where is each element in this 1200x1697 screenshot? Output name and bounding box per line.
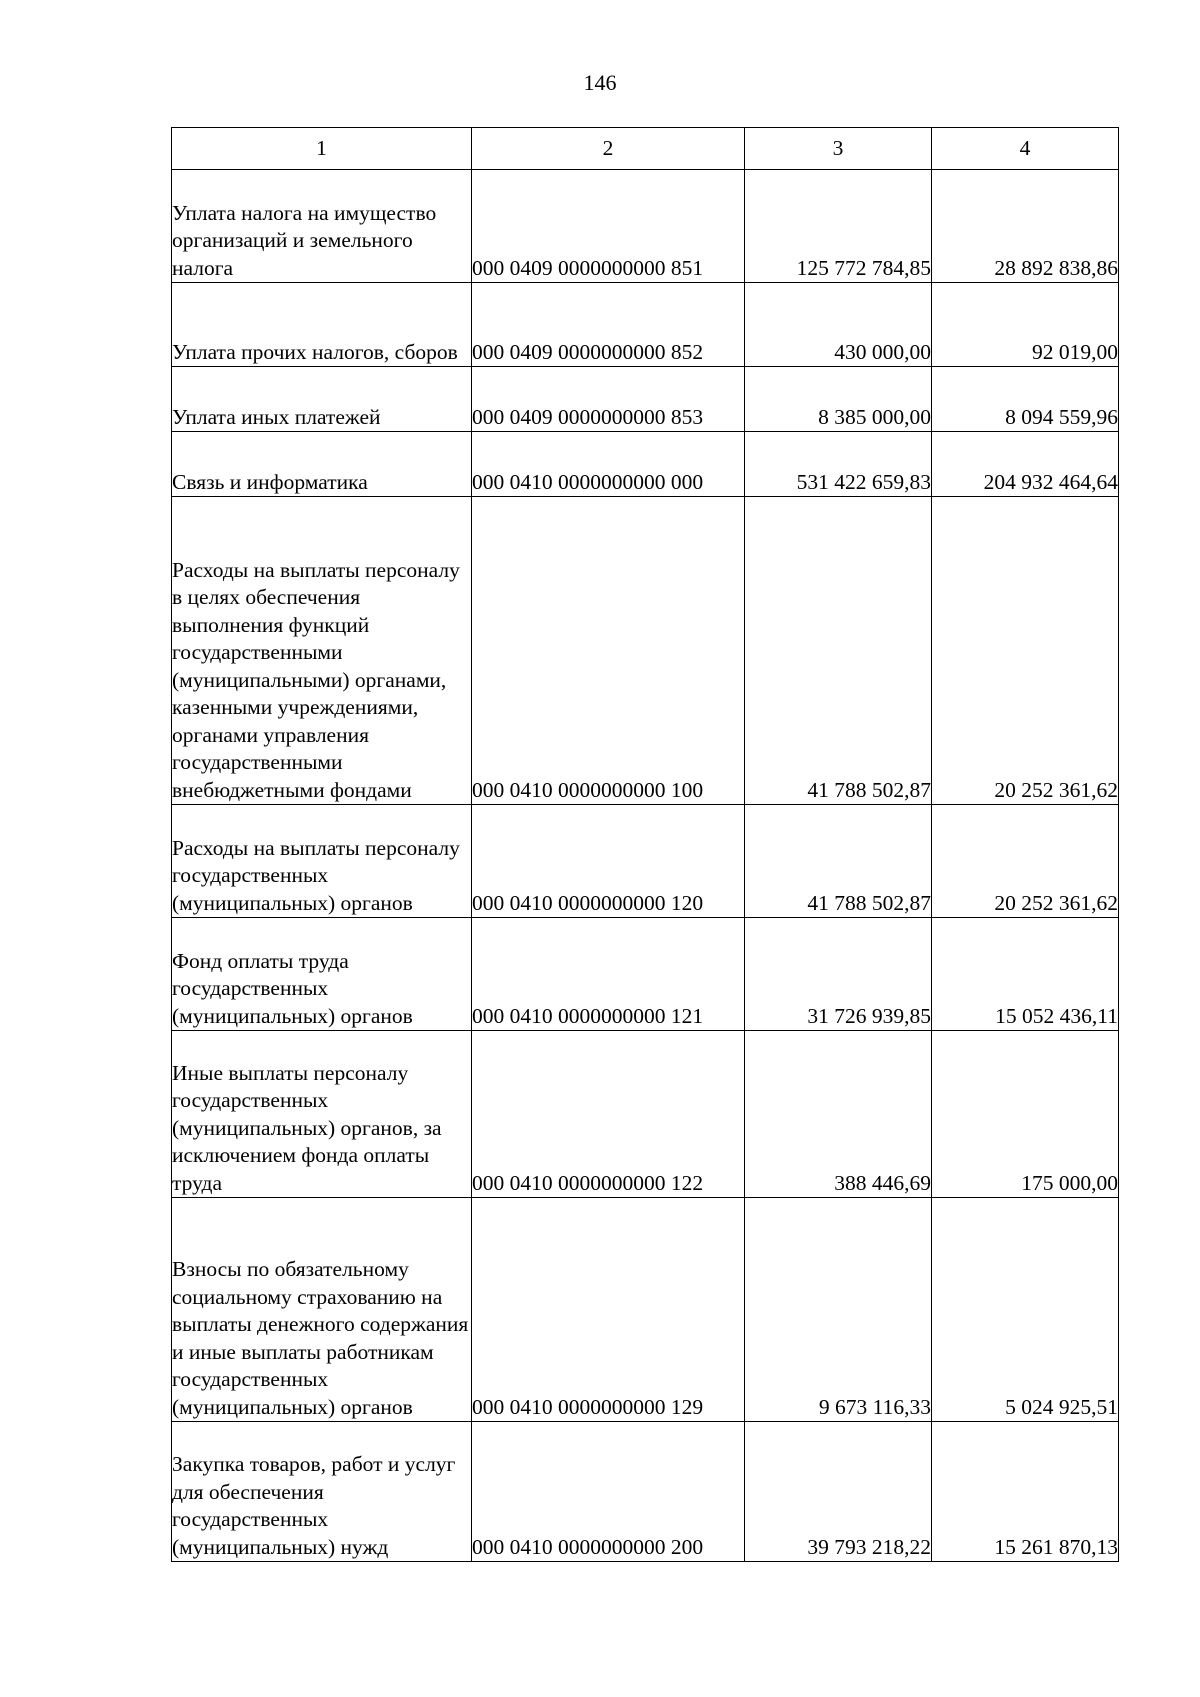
row-value-col4: 5 024 925,51 xyxy=(932,1198,1119,1422)
row-value-col3: 8 385 000,00 xyxy=(745,367,932,432)
row-value-col3: 41 788 502,87 xyxy=(745,805,932,918)
row-name: Закупка товаров, работ и услуг для обеспечения государственных (муниципальных) нужд xyxy=(172,1422,472,1562)
row-value-col4: 20 252 361,62 xyxy=(932,497,1119,805)
table-row xyxy=(172,918,1119,1031)
table-row xyxy=(172,1198,1119,1422)
row-name: Связь и информатика xyxy=(172,432,472,497)
budget-table xyxy=(171,127,1119,1562)
row-value-col4: 8 094 559,96 xyxy=(932,367,1119,432)
column-header: 3 xyxy=(745,128,932,170)
row-value-col4: 92 019,00 xyxy=(932,283,1119,367)
row-name: Уплата налога на имущество организаций и земельного налога xyxy=(172,170,472,283)
row-code: 000 0409 0000000000 853 xyxy=(472,367,745,432)
row-code: 000 0410 0000000000 200 xyxy=(472,1422,745,1562)
row-code: 000 0410 0000000000 121 xyxy=(472,918,745,1031)
row-value-col4: 20 252 361,62 xyxy=(932,805,1119,918)
row-name: Взносы по обязательному социальному страхованию на выплаты денежного содержания и иные выплаты работникам государственных (муниципальных) органов xyxy=(172,1198,472,1422)
row-code: 000 0410 0000000000 129 xyxy=(472,1198,745,1422)
row-value-col4: 15 261 870,13 xyxy=(932,1422,1119,1562)
row-name: Расходы на выплаты персоналу в целях обеспечения выполнения функций государственными (муниципальными) органами, казенными учреждениями, органами управления государственными внебюджетными фондами xyxy=(172,497,472,805)
row-value-col3: 531 422 659,83 xyxy=(745,432,932,497)
row-code: 000 0410 0000000000 120 xyxy=(472,805,745,918)
table-row xyxy=(172,432,1119,497)
row-name: Расходы на выплаты персоналу государственных (муниципальных) органов xyxy=(172,805,472,918)
table-row xyxy=(172,805,1119,918)
page-number: 146 xyxy=(583,70,617,95)
table-row xyxy=(172,283,1119,367)
table-header-row xyxy=(172,128,1119,170)
row-code: 000 0410 0000000000 000 xyxy=(472,432,745,497)
column-header: 4 xyxy=(932,128,1119,170)
row-name: Фонд оплаты труда государственных (муниципальных) органов xyxy=(172,918,472,1031)
row-value-col4: 204 932 464,64 xyxy=(932,432,1119,497)
row-name: Уплата прочих налогов, сборов xyxy=(172,283,472,367)
row-name: Уплата иных платежей xyxy=(172,367,472,432)
table-row xyxy=(172,497,1119,805)
row-value-col3: 31 726 939,85 xyxy=(745,918,932,1031)
row-value-col4: 15 052 436,11 xyxy=(932,918,1119,1031)
row-value-col3: 39 793 218,22 xyxy=(745,1422,932,1562)
column-header: 1 xyxy=(172,128,472,170)
table-row xyxy=(172,170,1119,283)
column-header: 2 xyxy=(472,128,745,170)
row-value-col3: 430 000,00 xyxy=(745,283,932,367)
row-code: 000 0409 0000000000 852 xyxy=(472,283,745,367)
row-name: Иные выплаты персоналу государственных (муниципальных) органов, за исключением фонда оплаты труда xyxy=(172,1031,472,1198)
table-row xyxy=(172,1422,1119,1562)
row-code: 000 0410 0000000000 122 xyxy=(472,1031,745,1198)
table-row xyxy=(172,1031,1119,1198)
table-row xyxy=(172,367,1119,432)
row-value-col4: 175 000,00 xyxy=(932,1031,1119,1198)
row-code: 000 0409 0000000000 851 xyxy=(472,170,745,283)
row-value-col3: 125 772 784,85 xyxy=(745,170,932,283)
row-code: 000 0410 0000000000 100 xyxy=(472,497,745,805)
row-value-col4: 28 892 838,86 xyxy=(932,170,1119,283)
row-value-col3: 388 446,69 xyxy=(745,1031,932,1198)
row-value-col3: 9 673 116,33 xyxy=(745,1198,932,1422)
row-value-col3: 41 788 502,87 xyxy=(745,497,932,805)
